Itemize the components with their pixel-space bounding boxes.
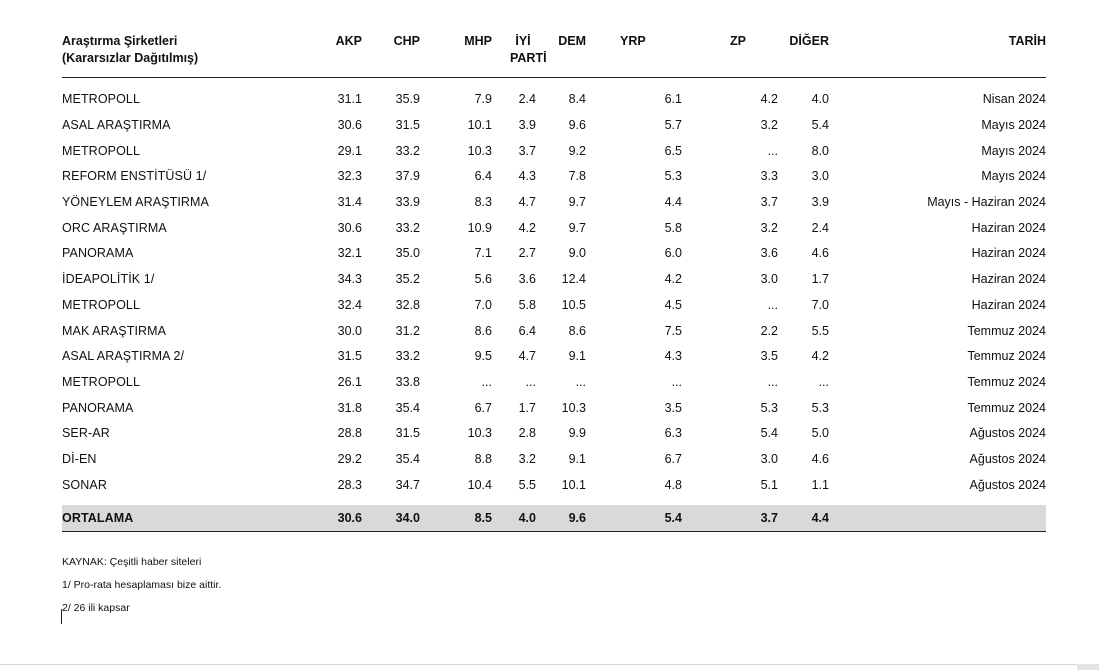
value-akp: 26.1: [337, 374, 362, 389]
value-iyi: 3.2: [518, 451, 536, 466]
pollster-name: METROPOLL: [62, 374, 140, 389]
value-iyi: 3.7: [518, 143, 536, 158]
value-dem: 8.6: [568, 323, 586, 338]
value-akp: 32.4: [337, 297, 362, 312]
table-header: [62, 28, 1046, 77]
value-zp: ...: [767, 374, 778, 389]
value-zp: 5.1: [760, 477, 778, 492]
header-zp: ZP: [682, 28, 778, 77]
value-iyi: 4.3: [518, 169, 536, 184]
value-zp: 5.4: [760, 426, 778, 441]
table-row: [62, 343, 1046, 369]
header-date: TARİH: [829, 28, 1046, 77]
value-dem: 9.0: [568, 246, 586, 261]
value-chp: 33.2: [395, 220, 420, 235]
poll-date: Nisan 2024: [982, 92, 1046, 107]
pollster-name: SONAR: [62, 477, 107, 492]
value-iyi: 4.7: [518, 349, 536, 364]
value-zp: 2.2: [760, 323, 778, 338]
value-yrp: 6.5: [664, 143, 682, 158]
value-chp: 35.4: [395, 451, 420, 466]
value-dem: 10.1: [561, 477, 586, 492]
value-iyi: 2.7: [518, 246, 536, 261]
poll-date: Temmuz 2024: [967, 400, 1046, 415]
value-akp: 30.6: [337, 118, 362, 133]
value-iyi: ...: [525, 374, 536, 389]
value-chp: 35.9: [395, 92, 420, 107]
table-body: [62, 77, 1046, 531]
value-dem: 9.1: [568, 451, 586, 466]
table-row: [62, 395, 1046, 421]
header-diger: DİĞER: [778, 28, 829, 77]
value-zp: 4.2: [760, 92, 778, 107]
header-chp: CHP: [362, 28, 420, 77]
value-mhp: ...: [481, 374, 492, 389]
header-company-line2: (Kararsızlar Dağıtılmış): [62, 51, 199, 65]
poll-date: Ağustos 2024: [969, 426, 1046, 441]
value-akp: 30.6: [337, 220, 362, 235]
value-zp: 3.0: [760, 451, 778, 466]
poll-date: Mayıs 2024: [981, 118, 1046, 133]
value-iyi: 2.4: [518, 92, 536, 107]
table-row: [62, 369, 1046, 395]
value-akp: 31.4: [337, 195, 362, 210]
value-iyi: 4.7: [518, 195, 536, 210]
value-chp: 33.2: [395, 143, 420, 158]
value-akp: 28.8: [337, 426, 362, 441]
poll-date: Haziran 2024: [971, 272, 1046, 287]
table-row: [62, 420, 1046, 446]
table-row: [62, 164, 1046, 190]
value-yrp: 5.7: [664, 118, 682, 133]
value-iyi: 1.7: [518, 400, 536, 415]
poll-date: Ağustos 2024: [969, 477, 1046, 492]
value-yrp: 4.8: [664, 477, 682, 492]
note-2: 2/ 26 ili kapsar: [62, 602, 130, 614]
value-dem: 10.5: [561, 297, 586, 312]
pollster-name: METROPOLL: [62, 297, 140, 312]
pollster-name: MAK ARAŞTIRMA: [62, 323, 167, 338]
value-mhp: 8.3: [474, 195, 492, 210]
value-dem: 7.8: [568, 169, 586, 184]
value-akp: 29.1: [337, 143, 362, 158]
poll-date: Temmuz 2024: [967, 374, 1046, 389]
poll-date: Haziran 2024: [971, 246, 1046, 261]
value-akp: 29.2: [337, 451, 362, 466]
scroll-corner: [1077, 664, 1099, 670]
value-diger: 3.0: [811, 169, 829, 184]
value-diger: 5.0: [811, 426, 829, 441]
value-chp: 31.5: [395, 426, 420, 441]
header-company-line1: Araştırma Şirketleri: [62, 34, 178, 48]
value-chp: 34.0: [362, 505, 420, 532]
pollster-name: Dİ-EN: [62, 451, 97, 466]
value-akp: 28.3: [337, 477, 362, 492]
poll-date: Mayıs - Haziran 2024: [927, 195, 1046, 210]
value-akp: 32.3: [337, 169, 362, 184]
table-row: [62, 189, 1046, 215]
value-iyi: 5.8: [518, 297, 536, 312]
value-yrp: 6.0: [664, 246, 682, 261]
header-iyi-line1: İYİ: [515, 34, 531, 48]
value-yrp: 5.3: [664, 169, 682, 184]
value-yrp: 5.4: [586, 505, 682, 532]
value-mhp: 8.8: [474, 451, 492, 466]
value-chp: 35.2: [395, 272, 420, 287]
pollster-name: İDEAPOLİTİK 1/: [62, 272, 155, 287]
value-chp: 33.8: [395, 374, 420, 389]
table-row: [62, 138, 1046, 164]
value-iyi: 3.6: [518, 272, 536, 287]
table-row: [62, 472, 1046, 498]
pollster-name: ASAL ARAŞTIRMA 2/: [62, 349, 185, 364]
table-row: [62, 241, 1046, 267]
value-yrp: 3.5: [664, 400, 682, 415]
table-row: [62, 446, 1046, 472]
value-zp: ...: [767, 297, 778, 312]
poll-date: Ağustos 2024: [969, 451, 1046, 466]
value-zp: 3.2: [760, 220, 778, 235]
value-mhp: 8.6: [474, 323, 492, 338]
poll-date: Mayıs 2024: [981, 169, 1046, 184]
poll-date: Temmuz 2024: [967, 349, 1046, 364]
value-mhp: 10.4: [467, 477, 492, 492]
value-iyi: 2.8: [518, 426, 536, 441]
value-yrp: 4.3: [664, 349, 682, 364]
note-source: KAYNAK: Çeşitli haber siteleri: [62, 556, 202, 568]
value-mhp: 7.0: [474, 297, 492, 312]
value-mhp: 7.1: [474, 246, 492, 261]
pollster-name: ASAL ARAŞTIRMA: [62, 118, 171, 133]
value-chp: 31.5: [395, 118, 420, 133]
value-akp: 34.3: [337, 272, 362, 287]
value-akp: 30.0: [337, 323, 362, 338]
value-diger: ...: [818, 374, 829, 389]
value-diger: 8.0: [811, 143, 829, 158]
table-row: [62, 215, 1046, 241]
header-mhp: MHP: [420, 28, 492, 77]
value-zp: 5.3: [760, 400, 778, 415]
poll-date: Haziran 2024: [971, 220, 1046, 235]
value-zp: ...: [767, 143, 778, 158]
value-yrp: 5.8: [664, 220, 682, 235]
poll-date: Mayıs 2024: [981, 143, 1046, 158]
poll-date: Temmuz 2024: [967, 323, 1046, 338]
header-akp: AKP: [302, 28, 362, 77]
value-diger: 1.1: [811, 477, 829, 492]
value-chp: 35.0: [395, 246, 420, 261]
value-diger: 4.6: [811, 246, 829, 261]
pollster-name: YÖNEYLEM ARAŞTIRMA: [62, 195, 209, 210]
value-chp: 37.9: [395, 169, 420, 184]
table-row: [62, 266, 1046, 292]
value-iyi: 4.0: [492, 505, 536, 532]
value-dem: 9.6: [568, 118, 586, 133]
value-diger: 1.7: [811, 272, 829, 287]
value-iyi: 6.4: [518, 323, 536, 338]
value-diger: 4.0: [811, 92, 829, 107]
value-akp: 31.8: [337, 400, 362, 415]
value-mhp: 10.3: [467, 143, 492, 158]
value-yrp: 4.2: [664, 272, 682, 287]
footnotes: [62, 555, 221, 624]
value-diger: 3.9: [811, 195, 829, 210]
value-mhp: 5.6: [474, 272, 492, 287]
table-row: [62, 318, 1046, 344]
value-zp: 3.0: [760, 272, 778, 287]
poll-date: Haziran 2024: [971, 297, 1046, 312]
value-akp: 31.1: [337, 92, 362, 107]
value-yrp: 6.3: [664, 426, 682, 441]
value-dem: 12.4: [561, 272, 586, 287]
header-dem: DEM: [536, 28, 586, 77]
value-diger: 5.5: [811, 323, 829, 338]
value-zp: 3.6: [760, 246, 778, 261]
value-mhp: 8.5: [420, 505, 492, 532]
pollster-name: METROPOLL: [62, 92, 140, 107]
pollster-name: ORC ARAŞTIRMA: [62, 220, 167, 235]
pollster-name: PANORAMA: [62, 400, 134, 415]
value-mhp: 6.4: [474, 169, 492, 184]
value-mhp: 9.5: [474, 349, 492, 364]
value-chp: 35.4: [395, 400, 420, 415]
page-divider: [0, 664, 1099, 665]
value-diger: 5.3: [811, 400, 829, 415]
value-akp: 30.6: [302, 505, 362, 532]
value-mhp: 7.9: [474, 92, 492, 107]
value-diger: 4.2: [811, 349, 829, 364]
note-1: 1/ Pro-rata hesaplaması bize aittir.: [62, 579, 222, 591]
header-company: [62, 28, 302, 77]
pollster-name: ORTALAMA: [62, 505, 302, 532]
value-yrp: 6.1: [664, 92, 682, 107]
poll-date: [829, 505, 1046, 532]
value-chp: 34.7: [395, 477, 420, 492]
table-row: [62, 292, 1046, 318]
value-mhp: 10.3: [467, 426, 492, 441]
value-dem: 10.3: [561, 400, 586, 415]
value-zp: 3.2: [760, 118, 778, 133]
value-yrp: 4.4: [664, 195, 682, 210]
value-dem: ...: [575, 374, 586, 389]
value-chp: 31.2: [395, 323, 420, 338]
poll-table: [62, 28, 1046, 532]
value-chp: 32.8: [395, 297, 420, 312]
value-dem: 9.7: [568, 220, 586, 235]
value-akp: 32.1: [337, 246, 362, 261]
value-diger: 5.4: [811, 118, 829, 133]
value-zp: 3.5: [760, 349, 778, 364]
value-yrp: 6.7: [664, 451, 682, 466]
pollster-name: PANORAMA: [62, 246, 134, 261]
header-iyi-line2: PARTİ: [510, 51, 547, 65]
value-diger: 2.4: [811, 220, 829, 235]
pollster-name: SER-AR: [62, 426, 110, 441]
value-mhp: 10.9: [467, 220, 492, 235]
value-diger: 4.6: [811, 451, 829, 466]
header-yrp: YRP: [586, 28, 682, 77]
value-diger: 7.0: [811, 297, 829, 312]
value-yrp: ...: [671, 374, 682, 389]
pollster-name: METROPOLL: [62, 143, 140, 158]
value-yrp: 7.5: [664, 323, 682, 338]
header-iyi: [492, 28, 547, 77]
pollster-name: REFORM ENSTİTÜSÜ 1/: [62, 169, 207, 184]
value-mhp: 10.1: [467, 118, 492, 133]
value-zp: 3.7: [760, 195, 778, 210]
average-row: [62, 505, 1046, 532]
text-cursor: [61, 609, 62, 624]
table-row: [62, 87, 1046, 113]
value-diger: 4.4: [778, 505, 829, 532]
value-iyi: 3.9: [518, 118, 536, 133]
value-iyi: 4.2: [518, 220, 536, 235]
value-zp: 3.3: [760, 169, 778, 184]
value-mhp: 6.7: [474, 400, 492, 415]
value-zp: 3.7: [682, 505, 778, 532]
value-chp: 33.2: [395, 349, 420, 364]
value-dem: 9.1: [568, 349, 586, 364]
value-dem: 9.7: [568, 195, 586, 210]
value-dem: 8.4: [568, 92, 586, 107]
value-akp: 31.5: [337, 349, 362, 364]
value-chp: 33.9: [395, 195, 420, 210]
table-row: [62, 112, 1046, 138]
value-dem: 9.2: [568, 143, 586, 158]
value-dem: 9.6: [536, 505, 586, 532]
value-yrp: 4.5: [664, 297, 682, 312]
value-dem: 9.9: [568, 426, 586, 441]
value-iyi: 5.5: [518, 477, 536, 492]
